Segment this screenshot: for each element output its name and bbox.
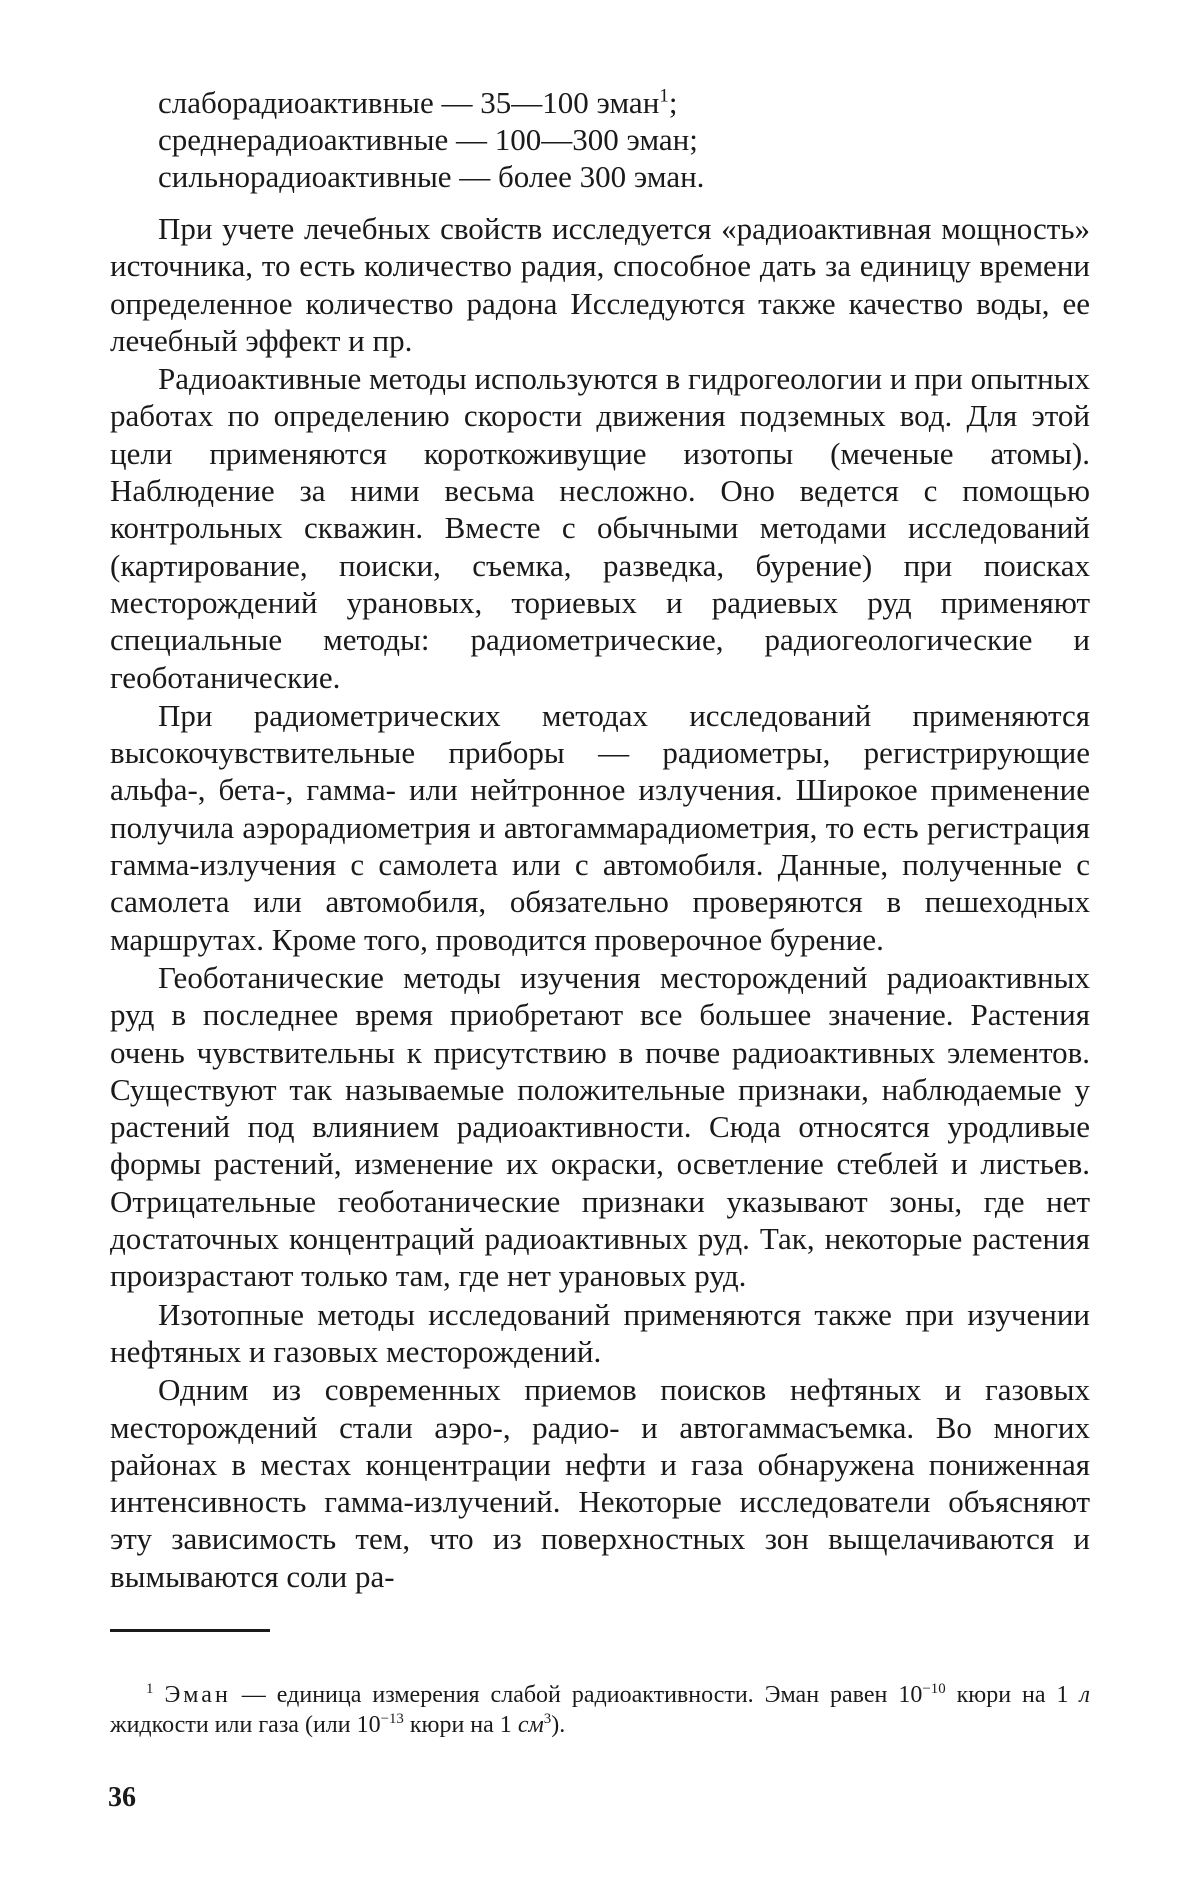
paragraph: При радиометрических методах исследований применяются высокочувствительные приборы — радиометры, регистрирующие альфа-, бета-, гамма- или нейтронное излучения. Широкое применение получила аэрорадиометрия и автогаммарадиометрия, то есть регистрация гамма-излучения с самолета или с автомобиля. Данные, полученные с самолета или автомобиля, обязательно проверяются в пешеходных маршрутах. Кроме того, проводится проверочное бурение. [110, 697, 1090, 957]
footnote-term: Эман [164, 1682, 231, 1708]
footnote-marker: 1 [146, 1681, 154, 1697]
footnote-divider [110, 1629, 270, 1632]
list-item: среднерадиоактивные — 100—300 эман; [158, 122, 698, 157]
page-number: 36 [108, 1782, 136, 1813]
footnote-reference[interactable]: 1 [659, 85, 669, 107]
radioactivity-classification-list [158, 84, 1058, 195]
list-item: слаборадиоактивные — 35—100 эман$^1$; [158, 85, 678, 120]
paragraph: При учете лечебных свойств исследуется «радиоактивная мощность» источника, то есть количество радия, способное дать за единицу времени определенное количество радона Исследуются также качество воды, ее лечебный эффект и пр. [110, 211, 1090, 358]
paragraph: Геоботанические методы изучения месторождений радиоактивных руд в последнее время приобретают все большее значение. Растения очень чувствительны к присутствию в почве радиоактивных элементов. Существуют так называемые положительные признаки, наблюдаемые у растений под влиянием радиоактивности. Сюда относятся уродливые формы растений, изменение их окраски, осветление стеблей и листьев. Отрицательные геоботанические признаки указывают зоны, где нет достаточных концентраций радиоактивных руд. Так, некоторые растения произрастают только там, где нет урановых руд. [110, 959, 1090, 1294]
list-item: сильнорадиоактивные — более 300 эман. [158, 159, 705, 194]
paragraph: Радиоактивные методы используются в гидрогеологии и при опытных работах по определению скорости движения подземных вод. Для этой цели применяются короткоживущие изотопы (меченые атомы). Наблюдение за ними весьма несложно. Оно ведется с помощью контрольных скважин. Вместе с обычными методами исследований (картирование, поиски, съемка, разведка, бурение) при поисках месторождений урановых, ториевых и радиевых руд применяют специальные методы: радиометрические, радиогеологические и геоботанические. [110, 361, 1091, 695]
footnote: $^1$ Эман — единица измерения слабой радиоактивности. Эман равен $10^{-10}$ кюри на 1 л жидкости или газа (или $10^{-13}$ кюри на 1 $см^3$). [110, 1681, 1091, 1738]
paragraph: Изотопные методы исследований применяются также при изучении нефтяных и газовых месторождений. [110, 1296, 1090, 1369]
paragraph: Одним из современных приемов поисков нефтяных и газовых месторождений стали аэро-, радио- и автогаммасъемка. Во многих районах в местах концентрации нефти и газа обнаружена пониженная интенсивность гамма-излучений. Некоторые исследователи объясняют эту зависимость тем, что из поверхностных зон выщелачиваются и вымываются соли ра- [110, 1372, 1090, 1594]
main-text [110, 210, 1090, 1596]
